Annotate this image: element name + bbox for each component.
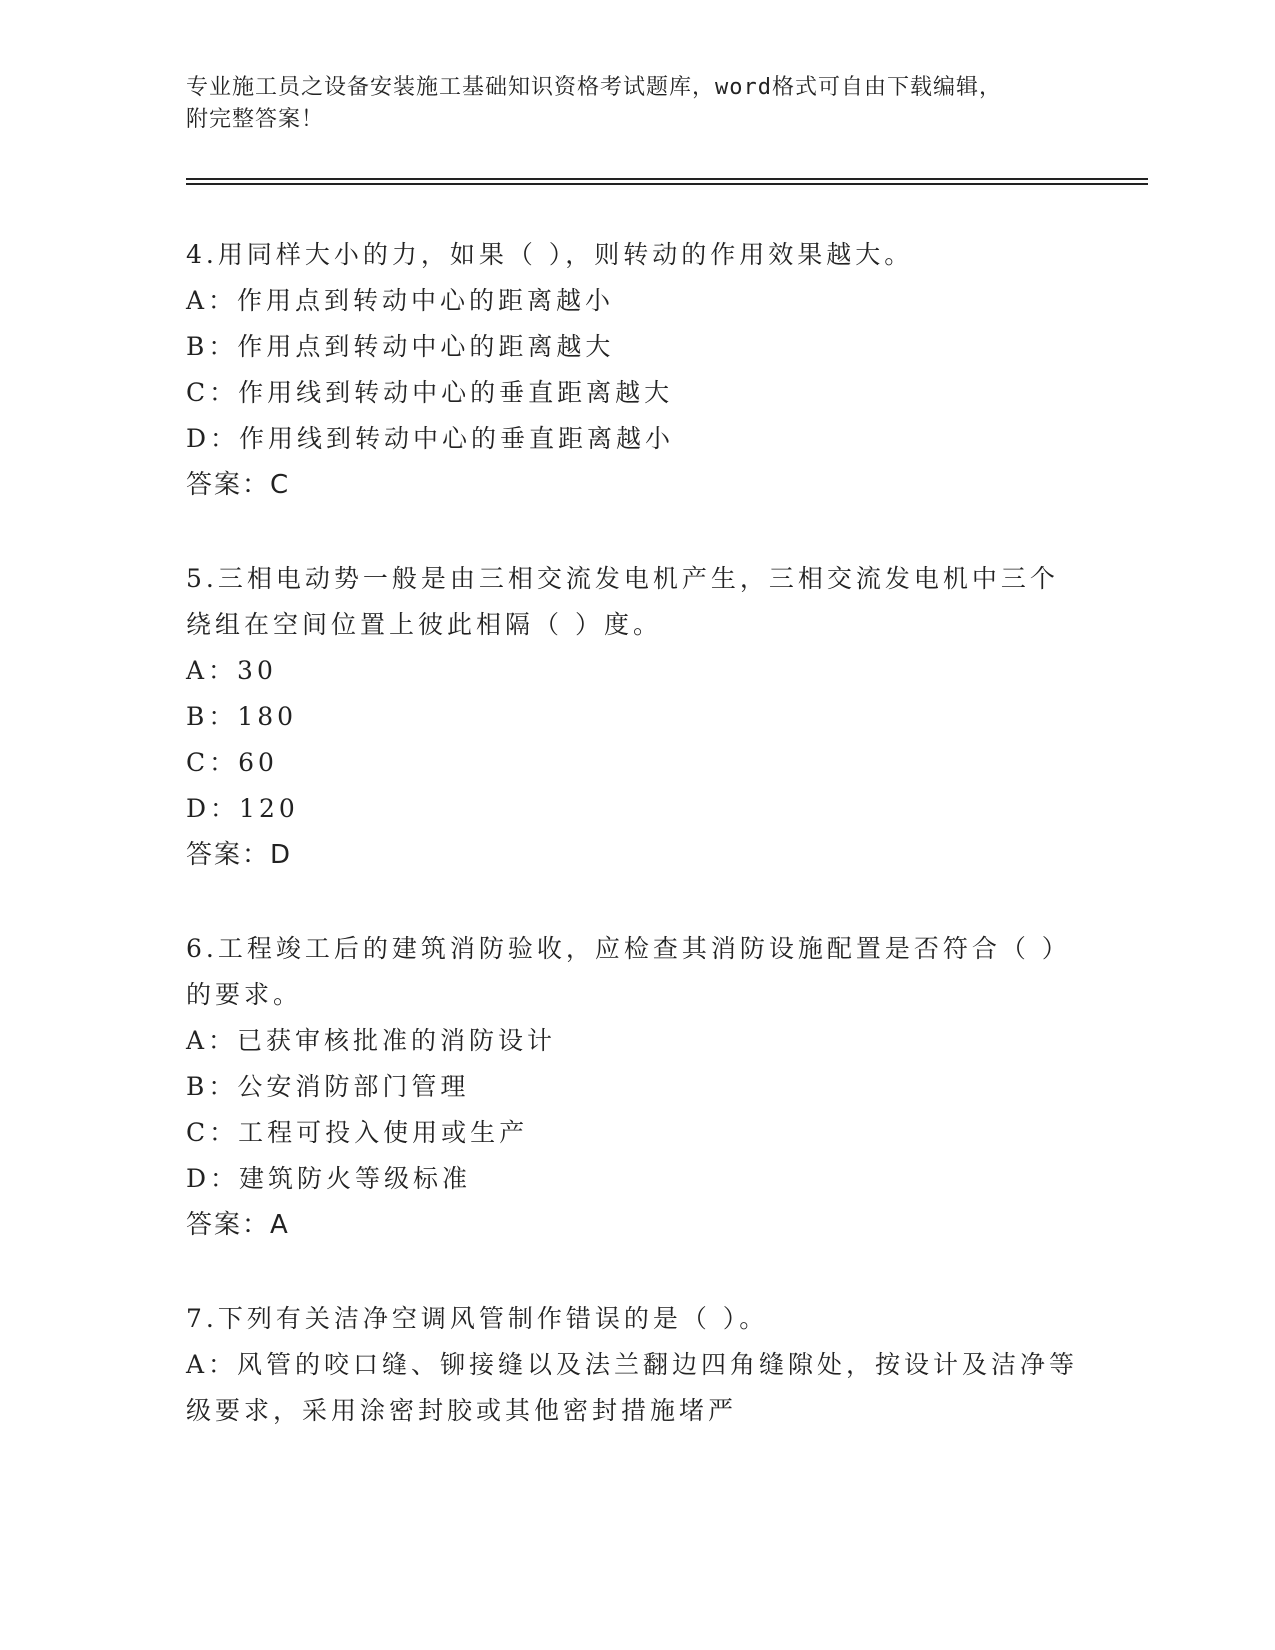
option-b: B：公安消防部门管理 <box>186 1072 470 1101</box>
question-5 <box>186 556 1086 878</box>
question-stem: 5.三相电动势一般是由三相交流发电机产生，三相交流发电机中三个 <box>186 564 1059 593</box>
option-c: C：作用线到转动中心的垂直距离越大 <box>186 378 674 407</box>
answer-label: 答案：C <box>186 470 291 500</box>
question-stem-continued: 绕组在空间位置上彼此相隔（ ）度。 <box>186 610 662 639</box>
option-c: C：工程可投入使用或生产 <box>186 1118 529 1147</box>
option-a: A：30 <box>186 656 277 685</box>
option-a-continued: 级要求，采用涂密封胶或其他密封措施堵严 <box>186 1396 738 1425</box>
question-4 <box>186 232 1086 508</box>
question-6 <box>186 926 1086 1248</box>
question-stem: 6.工程竣工后的建筑消防验收，应检查其消防设施配置是否符合（ ） <box>186 934 1071 963</box>
header-line-1: 专业施工员之设备安装施工基础知识资格考试题库，word格式可自由下载编辑， <box>186 75 1002 100</box>
document-header <box>186 72 1146 136</box>
option-d: D：120 <box>186 794 299 823</box>
header-double-rule <box>186 178 1148 185</box>
question-stem: 4.用同样大小的力，如果（ ），则转动的作用效果越大。 <box>186 240 914 269</box>
option-a: A：风管的咬口缝、铆接缝以及法兰翻边四角缝隙处，按设计及洁净等 <box>186 1350 1079 1379</box>
option-a: A：已获审核批准的消防设计 <box>186 1026 557 1055</box>
option-c: C：60 <box>186 748 278 777</box>
option-d: D：作用线到转动中心的垂直距离越小 <box>186 424 675 453</box>
question-7 <box>186 1296 1086 1434</box>
option-b: B：作用点到转动中心的距离越大 <box>186 332 615 361</box>
answer-label: 答案：D <box>186 840 293 870</box>
option-d: D：建筑防火等级标准 <box>186 1164 472 1193</box>
header-line-2: 附完整答案！ <box>186 107 325 132</box>
question-stem-continued: 的要求。 <box>186 980 303 1009</box>
question-list <box>186 232 1086 1482</box>
option-b: B：180 <box>186 702 298 731</box>
answer-label: 答案：A <box>186 1210 290 1240</box>
option-a: A：作用点到转动中心的距离越小 <box>186 286 615 315</box>
question-stem: 7.下列有关洁净空调风管制作错误的是（ ）。 <box>186 1304 769 1333</box>
